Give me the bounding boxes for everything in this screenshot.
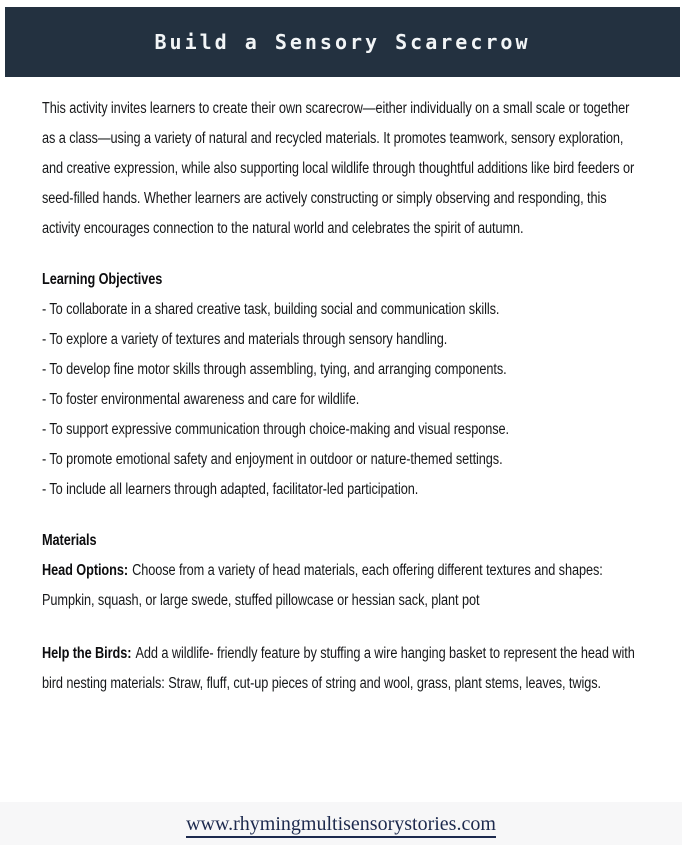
- objective-item: - To collaborate in a shared creative task, building social and communication skills.: [42, 301, 500, 318]
- objective-item: - To foster environmental awareness and care for wildlife.: [42, 391, 360, 408]
- material-entry-text: Add a wildlife- friendly feature by stuffing a wire hanging basket to represent the head with bird nesting materials: Straw, fluff, cut-up pieces of string and wool, grass, plant stems, leaves, twigs.: [42, 645, 635, 692]
- intro-paragraph: This activity invites learners to create their own scarecrow—either individually on a small scale or together as a class—using a variety of natural and recycled materials. It promotes teamwork, sensory exploration, and creative expression, while also supporting local wildlife through thoughtful additions like bird feeders or seed-filled hands. Whether learners are actively constructing or simply observing and responding, this activity encourages connection to the natural world and celebrates the spirit of autumn.: [42, 100, 635, 237]
- website-link[interactable]: www.rhymingmultisensorystories.com: [186, 813, 496, 838]
- objective-item: - To develop fine motor skills through assembling, tying, and arranging components.: [42, 361, 507, 378]
- material-entry-label: Head Options:: [42, 562, 129, 579]
- title-bar: [5, 7, 680, 77]
- objective-item: - To explore a variety of textures and materials through sensory handling.: [42, 331, 448, 348]
- objective-item: - To support expressive communication through choice-making and visual response.: [42, 421, 509, 438]
- material-entry-label: Help the Birds:: [42, 645, 132, 662]
- footer-bar: [0, 802, 682, 845]
- material-entry-help-the-birds: [42, 639, 637, 699]
- objective-item: - To include all learners through adapted, facilitator-led participation.: [42, 481, 419, 498]
- page-title: Build a Sensory Scarecrow: [154, 30, 531, 54]
- objective-item: - To promote emotional safety and enjoyment in outdoor or nature-themed settings.: [42, 451, 503, 468]
- material-entry-text: Choose from a variety of head materials, each offering different textures and shapes: Pumpkin, squash, or large swede, stuffed pillowcase or hessian sack, plant pot: [42, 562, 603, 609]
- materials-heading: Materials: [42, 532, 97, 549]
- document-body: [0, 77, 682, 699]
- learning-objectives-heading: Learning Objectives: [42, 271, 163, 288]
- material-entry-head-options: [42, 556, 637, 616]
